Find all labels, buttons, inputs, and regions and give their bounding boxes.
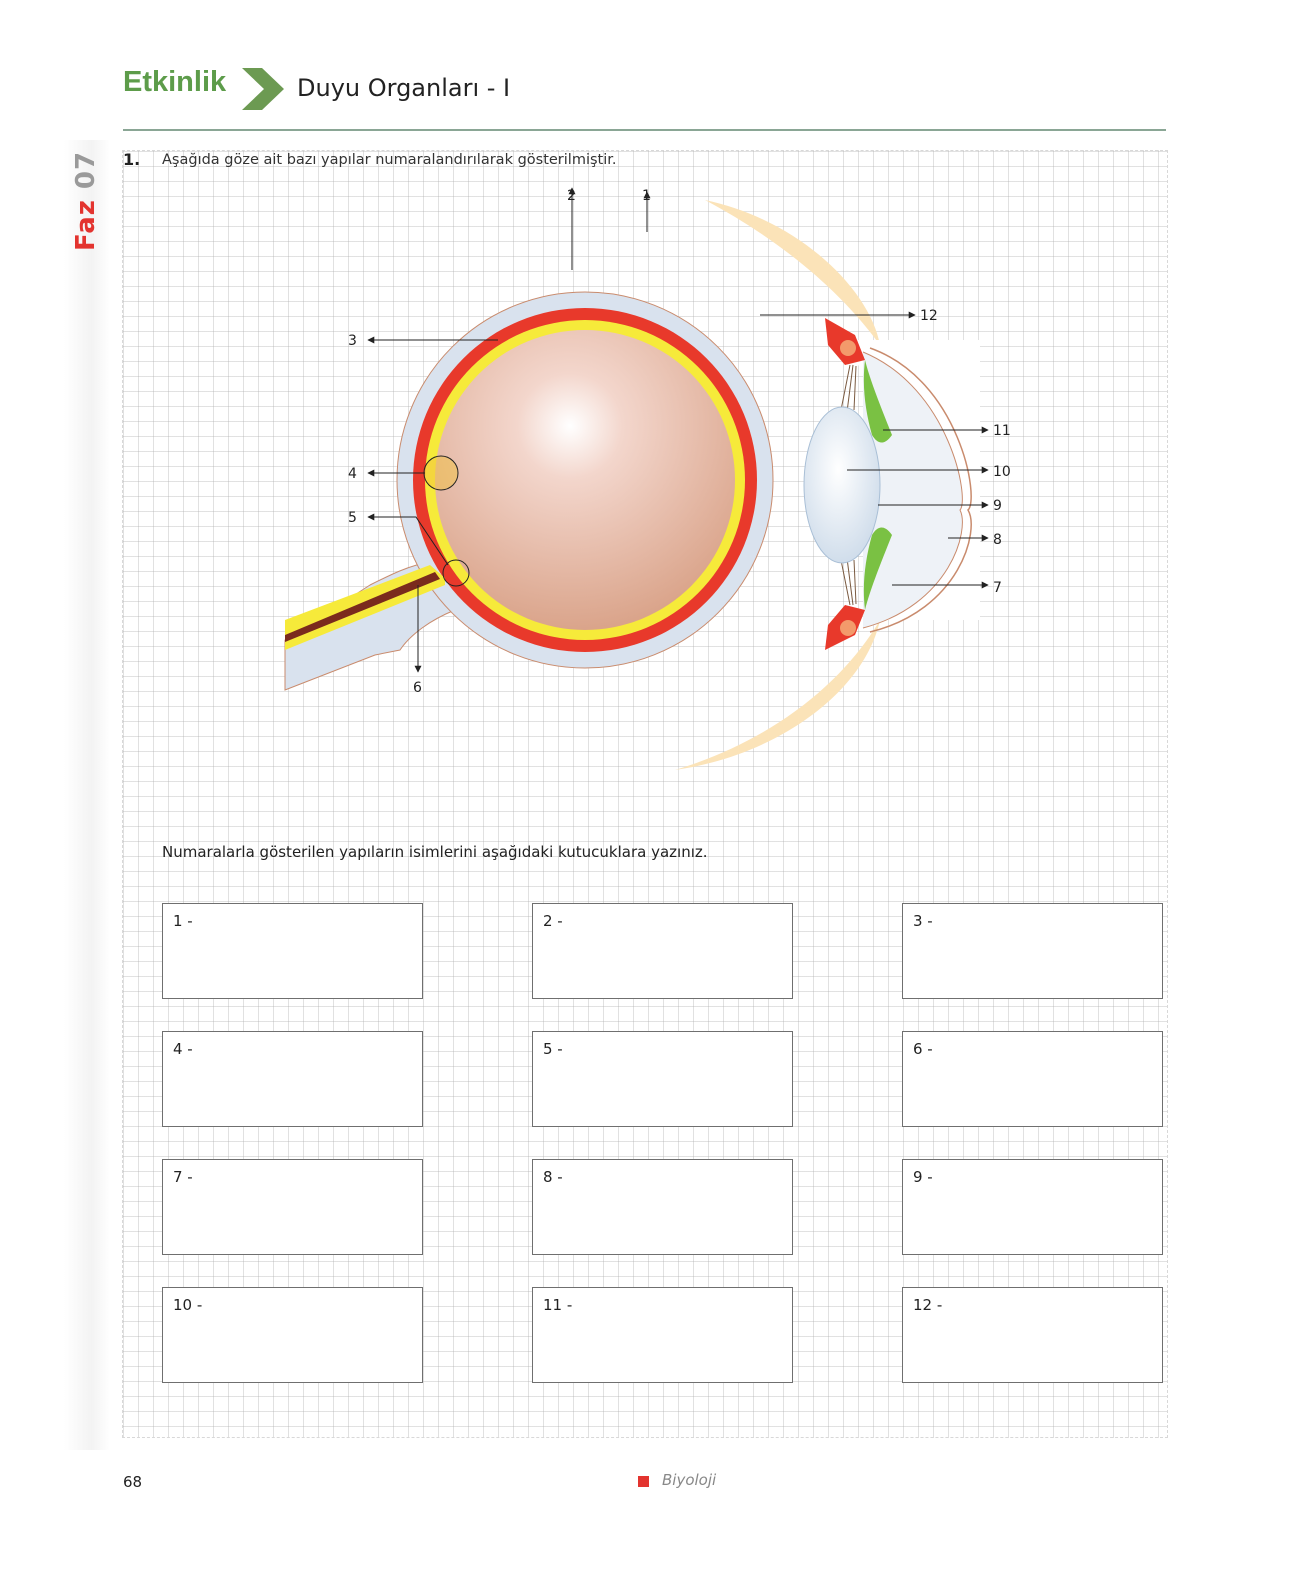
lens	[804, 407, 880, 563]
answer-label: 5 -	[543, 1040, 563, 1058]
answer-box-4[interactable]	[162, 1031, 423, 1127]
ciliary-muscle-lower	[840, 620, 856, 636]
answer-label: 9 -	[913, 1168, 933, 1186]
header-divider	[123, 129, 1166, 131]
side-tab	[70, 150, 102, 251]
answer-label: 3 -	[913, 912, 933, 930]
diagram-label-2: 2	[567, 188, 576, 204]
ciliary-muscle-upper	[840, 340, 856, 356]
question-number: 1.	[123, 150, 141, 169]
vitreous-body	[435, 330, 735, 630]
diagram-label-5: 5	[348, 510, 357, 526]
upper-eyelid	[705, 200, 880, 345]
answer-box-10[interactable]	[162, 1287, 423, 1383]
diagram-label-4: 4	[348, 466, 357, 482]
answer-label: 8 -	[543, 1168, 563, 1186]
answer-label: 12 -	[913, 1296, 943, 1314]
answer-box-11[interactable]	[532, 1287, 793, 1383]
diagram-label-1: 1	[642, 188, 651, 204]
chevron-right-icon	[240, 66, 286, 112]
diagram-label-8: 8	[993, 532, 1002, 548]
diagram-label-3: 3	[348, 333, 357, 349]
answer-label: 6 -	[913, 1040, 933, 1058]
answer-label: 2 -	[543, 912, 563, 930]
eye-diagram	[280, 180, 1040, 790]
answer-box-6[interactable]	[902, 1031, 1163, 1127]
diagram-label-7: 7	[993, 580, 1002, 596]
diagram-label-11: 11	[993, 423, 1011, 439]
page-subtitle: Duyu Organları - I	[297, 74, 511, 102]
side-strip	[64, 140, 110, 1450]
subject-square-icon	[638, 1476, 649, 1487]
answer-box-12[interactable]	[902, 1287, 1163, 1383]
answer-label: 4 -	[173, 1040, 193, 1058]
answer-box-2[interactable]	[532, 903, 793, 999]
diagram-label-9: 9	[993, 498, 1002, 514]
page-title: Etkinlik	[123, 66, 227, 98]
side-tab-brand: Faz	[71, 199, 101, 251]
page-number: 68	[123, 1473, 143, 1491]
diagram-label-12: 12	[920, 308, 938, 324]
answer-box-8[interactable]	[532, 1159, 793, 1255]
answer-label: 11 -	[543, 1296, 573, 1314]
answer-box-7[interactable]	[162, 1159, 423, 1255]
question-text: Aşağıda göze ait bazı yapılar numaralandırılarak gösterilmiştir.	[162, 152, 617, 168]
diagram-label-10: 10	[993, 464, 1011, 480]
answer-label: 1 -	[173, 912, 193, 930]
lower-eyelid	[675, 620, 880, 770]
side-tab-number: 07	[71, 150, 101, 190]
answer-box-9[interactable]	[902, 1159, 1163, 1255]
answer-box-1[interactable]	[162, 903, 423, 999]
answer-label: 10 -	[173, 1296, 203, 1314]
diagram-label-6: 6	[413, 680, 422, 696]
subject-name: Biyoloji	[662, 1471, 717, 1489]
answer-box-5[interactable]	[532, 1031, 793, 1127]
instruction-text: Numaralarla gösterilen yapıların isimlerini aşağıdaki kutucuklara yazınız.	[162, 843, 708, 861]
answer-label: 7 -	[173, 1168, 193, 1186]
yellow-spot-marker	[424, 456, 458, 490]
answer-box-3[interactable]	[902, 903, 1163, 999]
